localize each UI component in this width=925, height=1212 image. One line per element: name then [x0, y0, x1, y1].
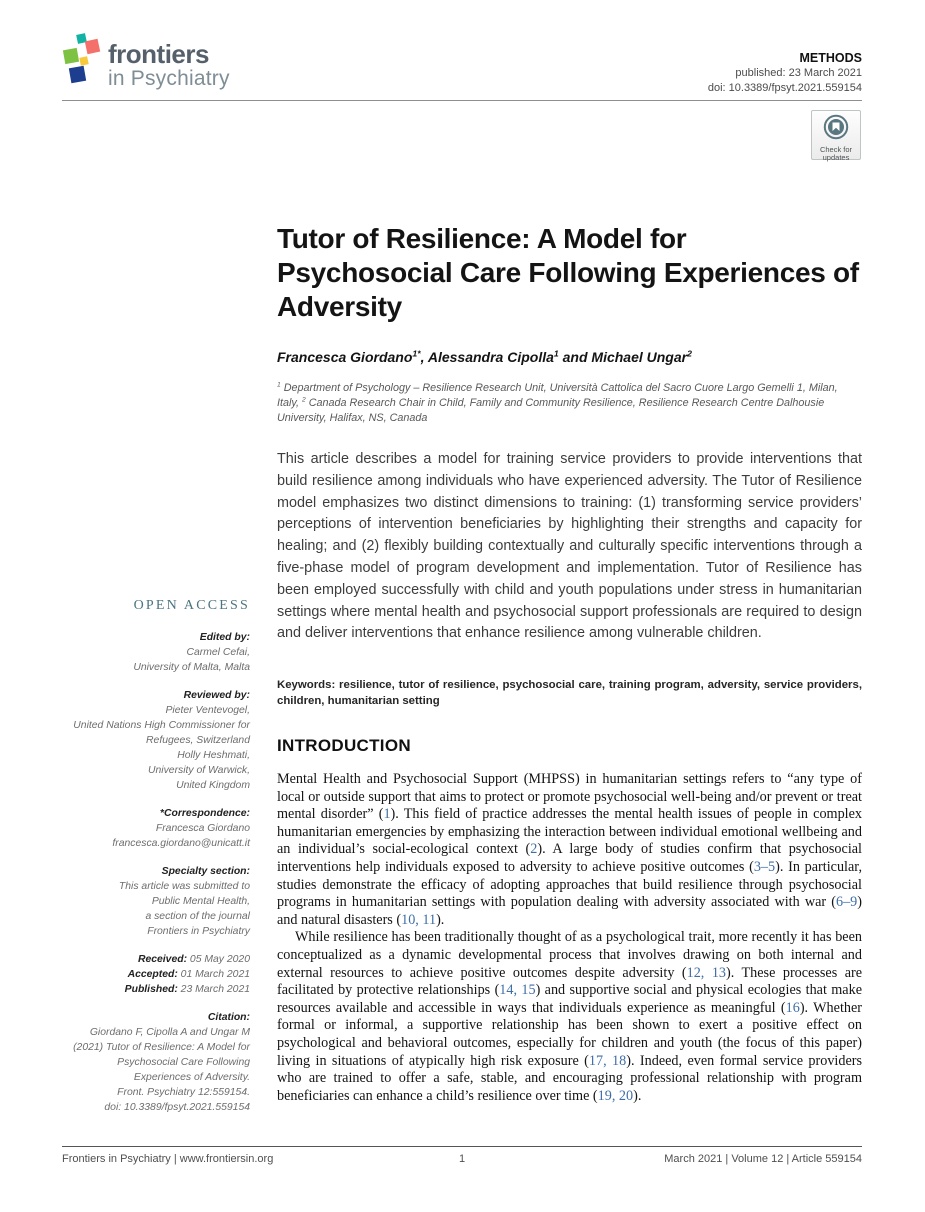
sidebar-group [62, 864, 250, 939]
citation-ref[interactable]: 3–5 [753, 858, 776, 875]
citation-ref[interactable]: 1 [383, 806, 391, 823]
authors-line: Francesca Giordano$^{1*}$, Alessandra Cipolla$^1$ and Michael Ungar$^2$ [277, 348, 692, 365]
citation-ref[interactable]: 12, 13 [686, 964, 727, 981]
frontiers-cubes-icon [62, 33, 104, 91]
article-metadata-sidebar [62, 630, 250, 1128]
journal-logo-name: frontiers [108, 39, 209, 69]
citation-ref[interactable]: 2 [530, 841, 538, 858]
sidebar-line: University of Warwick, [148, 765, 250, 776]
abstract-text: This article describes a model for training service providers to provide interventions that build resilience among individuals who have experienced adversity. The Tutor of Resilience model emphasizes two distinct dimensions to training: (1) transforming service providers’ perceptions of intervention beneficiaries by highlighting their strengths and capacity for healing; and (2) flexibly building contextually and culturally specific interventions through a five-phase model of program development and implementation. Tutor of Resilience has been employed successfully with child and youth populations under stress in humanitarian settings where mental health and psychosocial support professionals are required to design and deliver interventions that enhance resilience among vulnerable children. [277, 451, 862, 642]
footer-issue-info: March 2021 | Volume 12 | Article 559154 [664, 1153, 862, 1165]
frontiers-logo [62, 33, 230, 91]
article-type-label: METHODS [799, 51, 862, 65]
sidebar-line: United Kingdom [176, 780, 250, 791]
sidebar-line: Public Mental Health, [151, 896, 250, 907]
sidebar-line: Front. Psychiatry 12:559154. [117, 1087, 250, 1098]
sidebar-line: Experiences of Adversity. [133, 1072, 250, 1083]
sidebar-line: Received: 05 May 2020 [137, 954, 250, 965]
article-title: Tutor of Resilience: A Model for Psychosocial Care Following Experiences of Adversity [277, 223, 859, 322]
sidebar-line: Psychosocial Care Following [117, 1057, 250, 1068]
sidebar-line[interactable]: francesca.giordano@unicatt.it [112, 838, 250, 849]
intro-paragraph: While resilience has been traditionally thought of as a psychological trait, more recently it has been conceptualized as a dynamic developmental process that involves drawing on both internal and external resources to achieve positive outcomes despite adversity (12, 13). These processes are facilitated by protective relationships (14, 15) and supportive social and physical ecologies that make resources available and accessible in ways that individuals experience as meaningful (16). Whether formal or informal, a supportive relationship has been shown to exert a positive effect on psychological and behavioral outcomes, especially for children and youth (the focus of this paper) living in situations of atypically high risk exposure (17, 18). Indeed, even formal service providers who are trained to offer a safe, stable, and encouraging professional relationship with program beneficiaries can enhance a child’s resilience over time (19, 20). [277, 929, 863, 1104]
citation-ref[interactable]: 17, 18 [588, 1052, 627, 1069]
sidebar-group-label: *Correspondence: [159, 808, 250, 819]
intro-paragraph: Mental Health and Psychosocial Support (MHPSS) in humanitarian settings refers to “any type of local or outside support that aims to protect or promote psychosocial well-being and/or prevent or treat mental disorder” (1). This field of practice addresses the mental health issues of people in complex humanitarian emergencies by emphasizing the interaction between individual emotional wellbeing and an individual’s social-ecological context (2). A large body of studies confirm that psychosocial interventions help individuals exposed to adversity to achieve positive outcomes (3–5). In particular, studies demonstrate the efficacy of adopting approaches that build resilience through psychosocial programs in humanitarian settings with population dealing with adversity associated with war (6–9) and natural disasters (10, 11). [277, 771, 863, 928]
sidebar-line: United Nations High Commissioner for [73, 720, 250, 731]
sidebar-group-label: Reviewed by: [183, 690, 250, 701]
header-divider [62, 100, 862, 101]
badge-text-line1: Check for [819, 145, 853, 154]
sidebar-line: Pieter Ventevogel, [165, 705, 250, 716]
citation-ref[interactable]: 6–9 [835, 894, 858, 911]
sidebar-line: Refugees, Switzerland [146, 735, 250, 746]
page-number: 1 [458, 1153, 466, 1165]
sidebar-line: Carmel Cefai, [186, 647, 250, 658]
citation-ref[interactable]: 19, 20 [597, 1087, 634, 1104]
affiliations: $^1$ Department of Psychology – Resilience Research Unit, Università Cattolica del Sacro Cuore Largo Gemelli 1, Milan, Italy, $^2$ Canada Research Chair in Child, Family and Community Resilience, Resilience Research Centre Dalhousie University, Halifax, NS, Canada [277, 381, 838, 424]
citation-ref[interactable]: 10, 11 [401, 911, 437, 928]
badge-text-line2: updates [822, 153, 850, 162]
introduction-body [277, 771, 862, 1105]
open-access-label: OPEN ACCESS [133, 598, 250, 613]
keywords-line: Keywords: resilience, tutor of resilience, psychosocial care, training program, adversity, service providers, children, humanitarian setting [277, 679, 862, 707]
sidebar-line: This article was submitted to [118, 881, 250, 892]
sidebar-group-label: Citation: [207, 1012, 250, 1023]
footer-divider [62, 1146, 862, 1147]
sidebar-group-label: Edited by: [199, 632, 250, 643]
footer-journal-url[interactable]: Frontiers in Psychiatry | www.frontiersin.org [62, 1153, 274, 1165]
sidebar-line: Frontiers in Psychiatry [147, 926, 250, 937]
sidebar-line: a section of the journal [145, 911, 250, 922]
introduction-heading: INTRODUCTION [277, 736, 411, 755]
citation-ref[interactable]: 16 [785, 999, 800, 1016]
sidebar-line: Accepted: 01 March 2021 [127, 969, 250, 980]
sidebar-group [62, 1010, 250, 1115]
sidebar-line: University of Malta, Malta [133, 662, 250, 673]
header-doi-link[interactable]: doi: 10.3389/fpsyt.2021.559154 [707, 82, 862, 94]
crossmark-icon [823, 114, 849, 140]
sidebar-line: doi: 10.3389/fpsyt.2021.559154 [104, 1102, 250, 1113]
sidebar-line: Published: 23 March 2021 [124, 984, 250, 995]
sidebar-group-label: Specialty section: [161, 866, 250, 877]
sidebar-group [62, 630, 250, 675]
journal-logo-subtitle: in Psychiatry [108, 67, 230, 90]
sidebar-line: (2021) Tutor of Resilience: A Model for [73, 1042, 250, 1053]
sidebar-line: Francesca Giordano [155, 823, 250, 834]
sidebar-group [62, 688, 250, 793]
sidebar-group [62, 952, 250, 997]
sidebar-line: Holly Heshmati, [177, 750, 250, 761]
check-for-updates-badge[interactable] [811, 110, 861, 160]
sidebar-line: Giordano F, Cipolla A and Ungar M [89, 1027, 250, 1038]
citation-ref[interactable]: 14, 15 [499, 982, 536, 999]
sidebar-group [62, 806, 250, 851]
published-date: published: 23 March 2021 [735, 67, 862, 79]
